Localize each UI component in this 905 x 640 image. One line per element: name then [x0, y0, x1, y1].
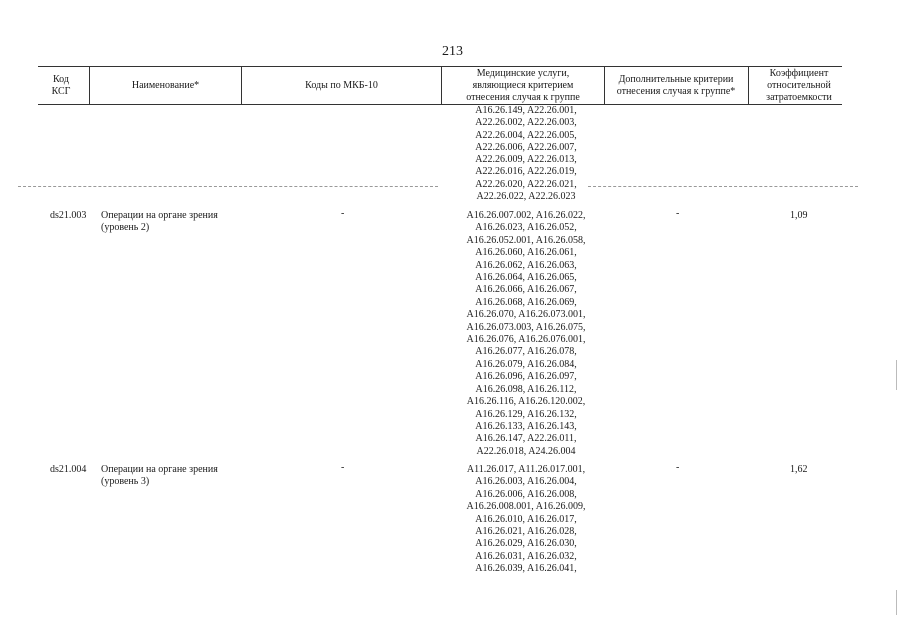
- service-line: A16.26.039, A16.26.041,: [475, 563, 577, 575]
- service-line: A22.26.002, A22.26.003,: [475, 117, 577, 129]
- row-name: Операции на органе зрения (уровень 2): [101, 210, 218, 234]
- service-line: A16.26.029, A16.26.030,: [475, 538, 577, 550]
- service-line: A16.26.010, A16.26.017,: [475, 513, 577, 525]
- row-services: [441, 464, 611, 576]
- service-line: A16.26.147, A22.26.011,: [475, 433, 577, 445]
- row-mkb: -: [341, 462, 345, 473]
- service-line: A16.26.007.002, A16.26.022,: [466, 210, 586, 221]
- row-coef: 1,09: [790, 210, 808, 221]
- row-code: ds21.004: [50, 464, 87, 475]
- service-line: A22.26.022, A22.26.023: [476, 191, 576, 203]
- service-line: A16.26.076, A16.26.076.001,: [466, 334, 586, 346]
- service-line: A16.26.116, A16.26.120.002,: [466, 396, 586, 408]
- service-line: A16.26.023, A16.26.052,: [475, 222, 577, 234]
- service-line: A16.26.077, A16.26.078,: [475, 346, 577, 358]
- scan-artifact-edge: [896, 360, 897, 390]
- row-criteria: -: [676, 462, 680, 473]
- page-number: 213: [442, 44, 463, 59]
- service-line: A16.26.060, A16.26.061,: [475, 247, 577, 259]
- scan-artifact-line: [588, 186, 858, 188]
- service-line: A16.26.003, A16.26.004,: [475, 476, 577, 488]
- service-line: A16.26.129, A16.26.132,: [475, 408, 577, 420]
- service-line: A22.26.006, A22.26.007,: [475, 141, 577, 153]
- header-code: Код КСГ: [51, 73, 71, 97]
- service-line: A16.26.031, A16.26.032,: [475, 550, 577, 562]
- service-line: A16.26.008.001, A16.26.009,: [466, 501, 586, 513]
- service-line: A11.26.017, A11.26.017.001,: [466, 464, 586, 475]
- service-line: A16.26.062, A16.26.063,: [475, 259, 577, 271]
- header-services: Медицинские услуги, являющиеся критерием отнесения случая к группе: [466, 67, 580, 103]
- service-line: A22.26.004, A22.26.005,: [475, 129, 577, 141]
- header-name: Наименование*: [131, 79, 200, 91]
- scan-artifact-line: [18, 186, 438, 188]
- service-line: A16.26.133, A16.26.143,: [475, 420, 577, 432]
- service-line: A16.26.149, A22.26.001,: [475, 105, 577, 116]
- service-line: A16.26.006, A16.26.008,: [475, 488, 577, 500]
- header-coef: Коэффициент относительной затратоемкости: [766, 67, 832, 103]
- row-criteria: -: [676, 208, 680, 219]
- service-line: A22.26.020, A22.26.021,: [475, 178, 577, 190]
- service-line: A16.26.066, A16.26.067,: [475, 284, 577, 296]
- row-name: Операции на органе зрения (уровень 3): [101, 464, 218, 488]
- continuation-services: [441, 105, 611, 203]
- service-line: A16.26.098, A16.26.112,: [475, 383, 577, 395]
- row-services: [441, 210, 611, 458]
- service-line: A16.26.021, A16.26.028,: [475, 526, 577, 538]
- service-line: A16.26.079, A16.26.084,: [475, 358, 577, 370]
- service-line: A16.26.070, A16.26.073.001,: [466, 309, 586, 321]
- service-line: A22.26.016, A22.26.019,: [475, 166, 577, 178]
- table-header: [38, 66, 842, 105]
- row-mkb: -: [341, 208, 345, 219]
- scan-artifact-edge: [896, 590, 897, 615]
- service-line: A22.26.018, A24.26.004: [476, 445, 576, 457]
- header-mkb: Коды по МКБ-10: [305, 79, 378, 91]
- service-line: A22.26.009, A22.26.013,: [475, 154, 577, 166]
- service-line: A16.26.073.003, A16.26.075,: [466, 321, 586, 333]
- service-line: A16.26.052.001, A16.26.058,: [466, 234, 586, 246]
- row-coef: 1,62: [790, 464, 808, 475]
- service-line: A16.26.064, A16.26.065,: [475, 272, 577, 284]
- row-code: ds21.003: [50, 210, 87, 221]
- service-line: A16.26.068, A16.26.069,: [475, 296, 577, 308]
- service-line: A16.26.096, A16.26.097,: [475, 371, 577, 383]
- header-criteria: Дополнительные критерии отнесения случая к группе*: [616, 73, 736, 97]
